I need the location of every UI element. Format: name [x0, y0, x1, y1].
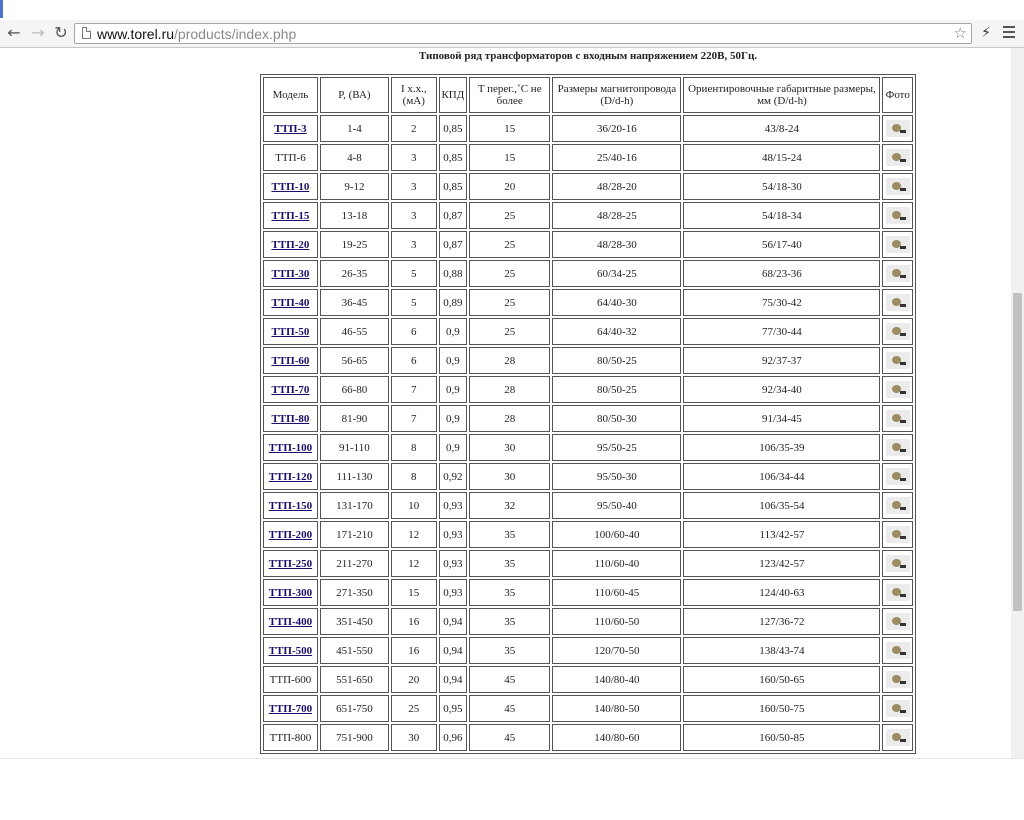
overheat-cell: 28: [469, 405, 550, 432]
idle-current-cell: 16: [391, 608, 437, 635]
efficiency-cell: 0,96: [439, 724, 467, 751]
overall-dims-cell: 92/37-37: [683, 347, 880, 374]
overall-dims-cell: 127/36-72: [683, 608, 880, 635]
core-size-cell: 80/50-25: [552, 347, 681, 374]
core-size-cell: 95/50-30: [552, 463, 681, 490]
core-size-cell: 100/60-40: [552, 521, 681, 548]
core-size-cell: 110/60-50: [552, 608, 681, 635]
model-cell: [263, 492, 318, 519]
header-overall-dims: Ориентировочные габаритные размеры, мм (D/d-h): [683, 77, 880, 113]
header-overheat: T перег.,˚С не более: [469, 77, 550, 113]
power-cell: 66-80: [320, 376, 389, 403]
vertical-scrollbar[interactable]: [1011, 48, 1024, 758]
overall-dims-cell: 77/30-44: [683, 318, 880, 345]
model-cell: [263, 347, 318, 374]
model-link[interactable]: ТТП-15: [271, 209, 310, 222]
model-link[interactable]: ТТП-700: [268, 702, 313, 715]
model-cell: [263, 550, 318, 577]
reload-icon[interactable]: ↻: [54, 23, 68, 42]
table-row: [263, 608, 913, 635]
power-cell: 111-130: [320, 463, 389, 490]
overall-dims-cell: 113/42-57: [683, 521, 880, 548]
photo-cell: [882, 695, 913, 722]
power-cell: 551-650: [320, 666, 389, 693]
model-cell: [263, 695, 318, 722]
photo-cell: [882, 347, 913, 374]
header-model: Модель: [263, 77, 318, 113]
photo-cell: [882, 260, 913, 287]
transformer-photo-thumbnail[interactable]: [886, 642, 910, 659]
idle-current-cell: 15: [391, 579, 437, 606]
idle-current-cell: 6: [391, 347, 437, 374]
overall-dims-cell: 106/35-39: [683, 434, 880, 461]
model-cell: [263, 724, 318, 751]
efficiency-cell: 0,9: [439, 376, 467, 403]
idle-current-cell: 7: [391, 405, 437, 432]
scrollbar-thumb[interactable]: [1013, 293, 1022, 611]
model-link[interactable]: ТТП-80: [271, 412, 310, 425]
core-size-cell: 48/28-20: [552, 173, 681, 200]
power-cell: 451-550: [320, 637, 389, 664]
table-row: [263, 202, 913, 229]
core-size-cell: 80/50-25: [552, 376, 681, 403]
transformer-photo-thumbnail[interactable]: [886, 700, 910, 717]
overheat-cell: 35: [469, 579, 550, 606]
transformer-photo-thumbnail[interactable]: [886, 497, 910, 514]
transformer-photo-thumbnail[interactable]: [886, 352, 910, 369]
idle-current-cell: 6: [391, 318, 437, 345]
model-cell: [263, 260, 318, 287]
overheat-cell: 35: [469, 637, 550, 664]
efficiency-cell: 0,9: [439, 405, 467, 432]
power-cell: 36-45: [320, 289, 389, 316]
photo-cell: [882, 637, 913, 664]
power-cell: 56-65: [320, 347, 389, 374]
model-cell: [263, 434, 318, 461]
forward-arrow-icon[interactable]: →: [31, 23, 45, 42]
transformer-photo-thumbnail[interactable]: [886, 178, 910, 195]
model-cell: [263, 144, 318, 171]
table-row: [263, 434, 913, 461]
model-cell: [263, 463, 318, 490]
power-cell: 91-110: [320, 434, 389, 461]
model-cell: [263, 202, 318, 229]
photo-cell: [882, 318, 913, 345]
table-row: [263, 289, 913, 316]
transformer-photo-thumbnail[interactable]: [886, 584, 910, 601]
overheat-cell: 20: [469, 173, 550, 200]
transformer-photo-thumbnail[interactable]: [886, 671, 910, 688]
model-cell: [263, 666, 318, 693]
model-link[interactable]: ТТП-50: [271, 325, 310, 338]
url-host: www.torel.ru: [97, 26, 175, 42]
photo-cell: [882, 202, 913, 229]
transformer-photo-thumbnail[interactable]: [886, 149, 910, 166]
model-link[interactable]: ТТП-40: [271, 296, 310, 309]
transformer-photo-thumbnail[interactable]: [886, 555, 910, 572]
core-size-cell: 48/28-30: [552, 231, 681, 258]
transformer-photo-thumbnail[interactable]: [886, 613, 910, 630]
browser-toolbar: [0, 20, 1024, 48]
overall-dims-cell: 54/18-34: [683, 202, 880, 229]
transformer-photo-thumbnail[interactable]: [886, 381, 910, 398]
core-size-cell: 36/20-16: [552, 115, 681, 142]
power-cell: 13-18: [320, 202, 389, 229]
model-link[interactable]: ТТП-200: [268, 528, 313, 541]
overall-dims-cell: 124/40-63: [683, 579, 880, 606]
address-bar[interactable]: [74, 23, 972, 44]
table-row: [263, 521, 913, 548]
table-row: [263, 144, 913, 171]
photo-cell: [882, 376, 913, 403]
idle-current-cell: 8: [391, 463, 437, 490]
model-link[interactable]: ТТП-10: [271, 180, 310, 193]
overheat-cell: 25: [469, 260, 550, 287]
overall-dims-cell: 106/34-44: [683, 463, 880, 490]
tab-strip-edge: [0, 0, 3, 18]
power-cell: 131-170: [320, 492, 389, 519]
overall-dims-cell: 75/30-42: [683, 289, 880, 316]
core-size-cell: 95/50-40: [552, 492, 681, 519]
table-caption: Типовой ряд трансформаторов с входным напряжением 220В, 50Гц.: [418, 50, 758, 62]
model-cell: [263, 289, 318, 316]
url-text[interactable]: [97, 25, 296, 43]
photo-cell: [882, 144, 913, 171]
lightning-extension-icon[interactable]: ⚡︎: [981, 25, 991, 41]
overall-dims-cell: 54/18-30: [683, 173, 880, 200]
model-link[interactable]: ТТП-100: [268, 441, 313, 454]
overall-dims-cell: 68/23-36: [683, 260, 880, 287]
model-link[interactable]: ТТП-60: [271, 354, 310, 367]
table-row: [263, 724, 913, 751]
model-link[interactable]: ТТП-20: [271, 238, 310, 251]
model-cell: [263, 231, 318, 258]
model-label: ТТП-6: [275, 151, 306, 164]
page-bottom-area: [0, 758, 1024, 820]
overheat-cell: 35: [469, 608, 550, 635]
page-viewport: [0, 48, 1011, 758]
table-row: [263, 376, 913, 403]
efficiency-cell: 0,93: [439, 521, 467, 548]
efficiency-cell: 0,87: [439, 202, 467, 229]
overheat-cell: 30: [469, 434, 550, 461]
efficiency-cell: 0,9: [439, 347, 467, 374]
model-link[interactable]: ТТП-500: [268, 644, 313, 657]
table-row: [263, 666, 913, 693]
efficiency-cell: 0,85: [439, 115, 467, 142]
idle-current-cell: 10: [391, 492, 437, 519]
power-cell: 211-270: [320, 550, 389, 577]
idle-current-cell: 16: [391, 637, 437, 664]
model-label: ТТП-800: [269, 731, 312, 744]
transformer-photo-thumbnail[interactable]: [886, 120, 910, 137]
overheat-cell: 35: [469, 521, 550, 548]
overheat-cell: 35: [469, 550, 550, 577]
idle-current-cell: 5: [391, 260, 437, 287]
model-link[interactable]: ТТП-30: [271, 267, 310, 280]
efficiency-cell: 0,88: [439, 260, 467, 287]
url-path: /products/index.php: [174, 26, 297, 42]
table-row: [263, 318, 913, 345]
transformer-photo-thumbnail[interactable]: [886, 323, 910, 340]
efficiency-cell: 0,93: [439, 492, 467, 519]
overall-dims-cell: 160/50-85: [683, 724, 880, 751]
idle-current-cell: 30: [391, 724, 437, 751]
overheat-cell: 25: [469, 289, 550, 316]
idle-current-cell: 12: [391, 521, 437, 548]
efficiency-cell: 0,93: [439, 579, 467, 606]
table-row: [263, 579, 913, 606]
efficiency-cell: 0,9: [439, 318, 467, 345]
transformer-photo-thumbnail[interactable]: [886, 526, 910, 543]
transformer-photo-thumbnail[interactable]: [886, 207, 910, 224]
idle-current-cell: 20: [391, 666, 437, 693]
efficiency-cell: 0,95: [439, 695, 467, 722]
idle-current-cell: 3: [391, 144, 437, 171]
model-link[interactable]: ТТП-70: [271, 383, 310, 396]
overheat-cell: 32: [469, 492, 550, 519]
efficiency-cell: 0,89: [439, 289, 467, 316]
overheat-cell: 15: [469, 144, 550, 171]
model-cell: [263, 608, 318, 635]
transformer-photo-thumbnail[interactable]: [886, 439, 910, 456]
core-size-cell: 80/50-30: [552, 405, 681, 432]
power-cell: 1-4: [320, 115, 389, 142]
transformer-table: [260, 74, 916, 754]
model-cell: [263, 173, 318, 200]
transformer-photo-thumbnail[interactable]: [886, 729, 910, 746]
core-size-cell: 110/60-45: [552, 579, 681, 606]
overall-dims-cell: 56/17-40: [683, 231, 880, 258]
table-row: [263, 231, 913, 258]
power-cell: 171-210: [320, 521, 389, 548]
photo-cell: [882, 666, 913, 693]
header-idle-current: I х.х., (мА): [391, 77, 437, 113]
core-size-cell: 140/80-50: [552, 695, 681, 722]
efficiency-cell: 0,94: [439, 637, 467, 664]
overall-dims-cell: 106/35-54: [683, 492, 880, 519]
core-size-cell: 25/40-16: [552, 144, 681, 171]
overall-dims-cell: 92/34-40: [683, 376, 880, 403]
core-size-cell: 95/50-25: [552, 434, 681, 461]
table-row: [263, 637, 913, 664]
photo-cell: [882, 289, 913, 316]
overheat-cell: 28: [469, 347, 550, 374]
header-efficiency: КПД: [439, 77, 467, 113]
efficiency-cell: 0,85: [439, 144, 467, 171]
efficiency-cell: 0,85: [439, 173, 467, 200]
model-link[interactable]: ТТП-250: [268, 557, 313, 570]
power-cell: 9-12: [320, 173, 389, 200]
table-row: [263, 115, 913, 142]
model-cell: [263, 579, 318, 606]
photo-cell: [882, 608, 913, 635]
overall-dims-cell: 123/42-57: [683, 550, 880, 577]
power-cell: 651-750: [320, 695, 389, 722]
model-cell: [263, 637, 318, 664]
idle-current-cell: 25: [391, 695, 437, 722]
menu-icon[interactable]: [1003, 26, 1015, 39]
idle-current-cell: 3: [391, 173, 437, 200]
power-cell: 751-900: [320, 724, 389, 751]
overall-dims-cell: 138/43-74: [683, 637, 880, 664]
overall-dims-cell: 160/50-75: [683, 695, 880, 722]
model-cell: [263, 115, 318, 142]
back-arrow-icon[interactable]: ←: [7, 23, 21, 42]
core-size-cell: 64/40-32: [552, 318, 681, 345]
photo-cell: [882, 173, 913, 200]
idle-current-cell: 8: [391, 434, 437, 461]
idle-current-cell: 2: [391, 115, 437, 142]
model-cell: [263, 318, 318, 345]
overheat-cell: 45: [469, 695, 550, 722]
idle-current-cell: 5: [391, 289, 437, 316]
idle-current-cell: 3: [391, 231, 437, 258]
overheat-cell: 25: [469, 318, 550, 345]
idle-current-cell: 3: [391, 202, 437, 229]
overheat-cell: 25: [469, 202, 550, 229]
table-row: [263, 463, 913, 490]
core-size-cell: 120/70-50: [552, 637, 681, 664]
transformer-photo-thumbnail[interactable]: [886, 294, 910, 311]
overheat-cell: 15: [469, 115, 550, 142]
table-row: [263, 550, 913, 577]
transformer-photo-thumbnail[interactable]: [886, 410, 910, 427]
core-size-cell: 60/34-25: [552, 260, 681, 287]
core-size-cell: 140/80-60: [552, 724, 681, 751]
photo-cell: [882, 463, 913, 490]
photo-cell: [882, 231, 913, 258]
efficiency-cell: 0,94: [439, 666, 467, 693]
model-link[interactable]: ТТП-3: [274, 122, 307, 135]
model-link[interactable]: ТТП-300: [268, 586, 313, 599]
photo-cell: [882, 579, 913, 606]
efficiency-cell: 0,93: [439, 550, 467, 577]
overall-dims-cell: 48/15-24: [683, 144, 880, 171]
table-row: [263, 260, 913, 287]
overall-dims-cell: 160/50-65: [683, 666, 880, 693]
photo-cell: [882, 550, 913, 577]
efficiency-cell: 0,9: [439, 434, 467, 461]
photo-cell: [882, 434, 913, 461]
efficiency-cell: 0,87: [439, 231, 467, 258]
model-link[interactable]: ТТП-150: [268, 499, 313, 512]
table-row: [263, 173, 913, 200]
photo-cell: [882, 724, 913, 751]
overheat-cell: 45: [469, 724, 550, 751]
table-row: [263, 695, 913, 722]
model-cell: [263, 405, 318, 432]
bookmark-star-icon[interactable]: ☆: [953, 24, 967, 42]
power-cell: 4-8: [320, 144, 389, 171]
transformer-photo-thumbnail[interactable]: [886, 468, 910, 485]
power-cell: 46-55: [320, 318, 389, 345]
overheat-cell: 28: [469, 376, 550, 403]
photo-cell: [882, 405, 913, 432]
power-cell: 81-90: [320, 405, 389, 432]
power-cell: 271-350: [320, 579, 389, 606]
power-cell: 26-35: [320, 260, 389, 287]
table-row: [263, 347, 913, 374]
header-core-size: Размеры магнитопровода (D/d-h): [552, 77, 681, 113]
header-photo: Фото: [882, 77, 913, 113]
model-label: ТТП-600: [269, 673, 312, 686]
power-cell: 351-450: [320, 608, 389, 635]
idle-current-cell: 12: [391, 550, 437, 577]
core-size-cell: 110/60-40: [552, 550, 681, 577]
core-size-cell: 48/28-25: [552, 202, 681, 229]
photo-cell: [882, 492, 913, 519]
photo-cell: [882, 115, 913, 142]
power-cell: 19-25: [320, 231, 389, 258]
model-cell: [263, 521, 318, 548]
model-link[interactable]: ТТП-120: [268, 470, 313, 483]
overall-dims-cell: 43/8-24: [683, 115, 880, 142]
model-link[interactable]: ТТП-400: [268, 615, 313, 628]
table-row: [263, 405, 913, 432]
core-size-cell: 64/40-30: [552, 289, 681, 316]
core-size-cell: 140/80-40: [552, 666, 681, 693]
header-power: P, (ВА): [320, 77, 389, 113]
efficiency-cell: 0,92: [439, 463, 467, 490]
transformer-photo-thumbnail[interactable]: [886, 236, 910, 253]
table-row: [263, 492, 913, 519]
page-icon: [82, 27, 91, 39]
overheat-cell: 30: [469, 463, 550, 490]
overheat-cell: 45: [469, 666, 550, 693]
idle-current-cell: 7: [391, 376, 437, 403]
overheat-cell: 25: [469, 231, 550, 258]
model-cell: [263, 376, 318, 403]
efficiency-cell: 0,94: [439, 608, 467, 635]
overall-dims-cell: 91/34-45: [683, 405, 880, 432]
transformer-photo-thumbnail[interactable]: [886, 265, 910, 282]
table-header-row: [263, 77, 913, 113]
photo-cell: [882, 521, 913, 548]
